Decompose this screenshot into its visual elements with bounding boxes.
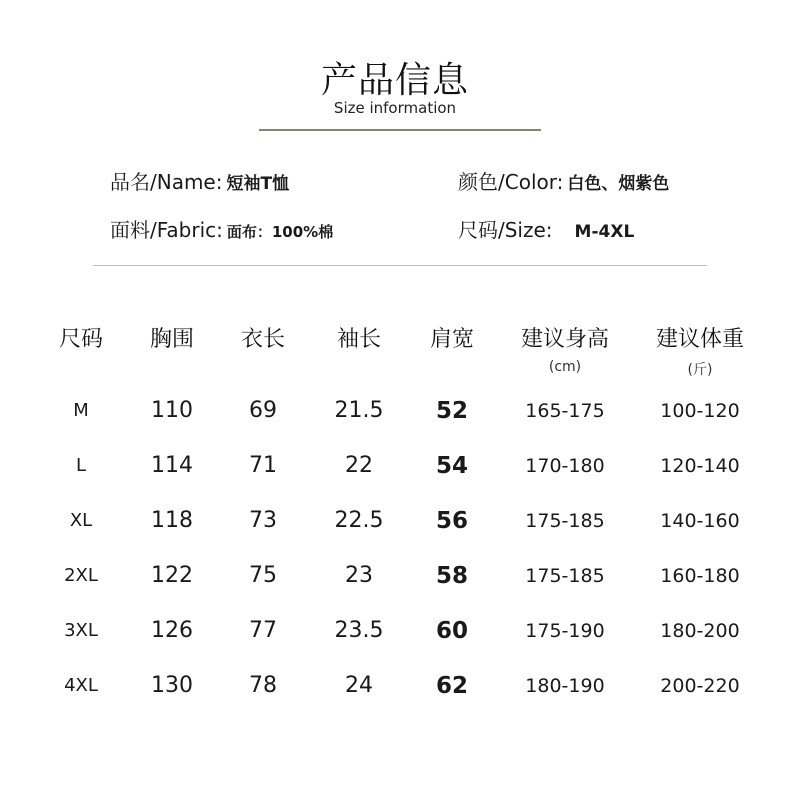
- table-cell: 130: [151, 673, 193, 698]
- fabric-label: 面料/Fabric:: [110, 218, 223, 242]
- column-header: 衣长: [240, 327, 285, 352]
- info-color: [458, 166, 669, 195]
- table-cell: 75: [249, 563, 277, 588]
- table-cell: L: [75, 455, 87, 476]
- table-header-row: [38, 322, 762, 379]
- table-cell: 60: [435, 617, 468, 644]
- table-cell: 2XL: [64, 565, 98, 586]
- table-cell: 69: [249, 398, 277, 423]
- size-value: M-4XL: [574, 222, 635, 242]
- table-cell: 4XL: [64, 675, 98, 696]
- table-cell: 22: [345, 453, 373, 478]
- page-title: 产品信息: [320, 60, 469, 101]
- fabric-value: 面布：100%棉: [226, 223, 334, 241]
- table-cell: 180-190: [525, 674, 605, 697]
- table-cell: 52: [435, 397, 468, 424]
- table-row: [38, 603, 762, 658]
- table-cell: XL: [69, 510, 93, 531]
- info-divider: [93, 265, 707, 266]
- table-cell: 175-185: [525, 564, 605, 587]
- table-cell: 170-180: [525, 454, 605, 477]
- column-header: 建议体重 (斤): [638, 322, 762, 379]
- table-cell: M: [73, 400, 89, 421]
- table-row: [38, 379, 762, 438]
- color-label: 颜色/Color:: [458, 170, 564, 194]
- table-cell: 160-180: [660, 564, 740, 587]
- table-cell: 118: [151, 508, 193, 533]
- table-cell: 62: [435, 672, 468, 699]
- table-cell: 23.5: [334, 618, 384, 643]
- info-name: [110, 166, 289, 195]
- table-row: [38, 493, 762, 548]
- table-row: [38, 548, 762, 603]
- info-fabric: [110, 214, 333, 243]
- column-header: 尺码: [58, 327, 103, 352]
- color-value: 白色、烟紫色: [567, 174, 670, 194]
- table-cell: 120-140: [660, 454, 740, 477]
- size-table: [38, 322, 762, 713]
- table-cell: 140-160: [660, 509, 740, 532]
- table-cell: 100-120: [660, 399, 740, 422]
- table-cell: 3XL: [64, 620, 98, 641]
- page-subtitle: Size information: [333, 99, 457, 117]
- table-cell: 54: [435, 452, 468, 479]
- column-header: 胸围: [149, 327, 194, 352]
- table-cell: 175-185: [525, 509, 605, 532]
- table-cell: 58: [435, 562, 468, 589]
- table-cell: 122: [151, 563, 193, 588]
- column-header: 建议身高 (cm): [492, 322, 638, 379]
- table-cell: 21.5: [334, 398, 384, 423]
- table-row: [38, 438, 762, 493]
- table-cell: 78: [249, 673, 277, 698]
- table-cell: 114: [151, 453, 193, 478]
- table-cell: 71: [249, 453, 277, 478]
- table-cell: 175-190: [525, 619, 605, 642]
- table-cell: 110: [151, 398, 193, 423]
- table-cell: 73: [249, 508, 277, 533]
- table-cell: 200-220: [660, 674, 740, 697]
- column-header: 袖长: [336, 327, 381, 352]
- table-cell: 77: [249, 618, 277, 643]
- table-cell: 22.5: [334, 508, 384, 533]
- name-value: 短袖T恤: [226, 174, 290, 194]
- table-cell: 56: [435, 507, 468, 534]
- column-unit: (cm): [548, 359, 582, 375]
- table-cell: 126: [151, 618, 193, 643]
- name-label: 品名/Name:: [110, 170, 223, 194]
- info-size: [458, 214, 634, 243]
- table-cell: 23: [345, 563, 373, 588]
- size-label: 尺码/Size:: [458, 218, 553, 242]
- column-header: 肩宽: [429, 327, 474, 352]
- title-divider: [259, 129, 541, 131]
- column-unit: (斤): [687, 362, 713, 378]
- table-cell: 165-175: [525, 399, 605, 422]
- table-cell: 180-200: [660, 619, 740, 642]
- table-row: [38, 658, 762, 713]
- table-cell: 24: [345, 673, 373, 698]
